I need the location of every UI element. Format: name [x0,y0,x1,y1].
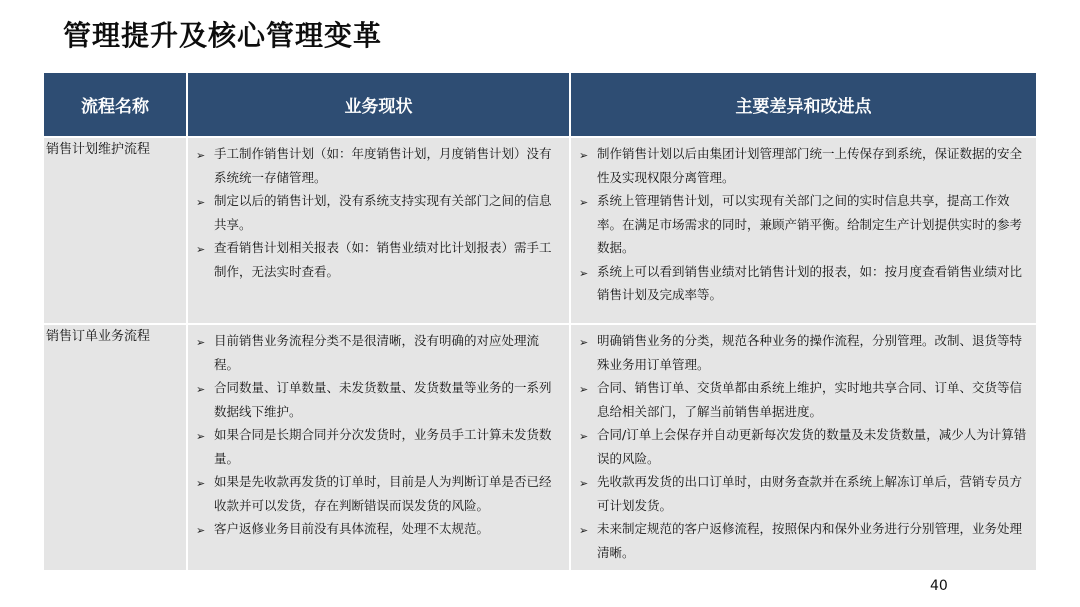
list-item-text: 手工制作销售计划（如：年度销售计划，月度销售计划）没有系统统一存储管理。 [214,146,552,185]
chevron-right-icon: ➢ [196,243,206,256]
list-item-text: 系统上管理销售计划，可以实现有关部门之间的实时信息共享，提高工作效率。在满足市场需求的同时，兼顾产销平衡。给制定生产计划提供实时的参考数据。 [597,193,1023,255]
table-header [44,73,1036,136]
chevron-right-icon: ➢ [579,524,589,537]
list-item-text: 如果是先收款再发货的订单时，目前是人为判断订单是否已经收款并可以发货，存在判断错误而误发货的风险。 [214,474,552,513]
list-item-text: 制定以后的销售计划，没有系统支持实现有关部门之间的信息共享。 [214,193,552,232]
table-row [44,136,1036,323]
list-item-text: 先收款再发货的出口订单时，由财务查款并在系统上解冻订单后，营销专员方可计划发货。 [597,474,1023,513]
chevron-right-icon: ➢ [579,336,589,349]
chevron-right-icon: ➢ [196,196,206,209]
list-item-text: 合同、销售订单、交货单都由系统上维护，实时地共享合同、订单、交货等信息给相关部门，了解当前销售单据进度。 [597,380,1023,419]
list-item [194,376,563,423]
list-item [194,470,563,517]
list-item [194,517,563,541]
improvements-list [577,329,1030,564]
chevron-right-icon: ➢ [579,430,589,443]
list-item-text: 目前销售业务流程分类不是很清晰，没有明确的对应处理流程。 [214,333,540,372]
list-item-text: 系统上可以看到销售业绩对比销售计划的报表，如：按月度查看销售业绩对比销售计划及完成率等。 [597,263,1023,302]
chevron-right-icon: ➢ [196,477,206,490]
list-item [577,142,1030,189]
current-status-cell [188,138,571,323]
chevron-right-icon: ➢ [196,430,206,443]
list-item-text: 合同/订单上会保存并自动更新每次发货的数量及未发货数量，减少人为计算错误的风险。 [597,427,1027,466]
list-item [577,470,1030,517]
list-item [577,517,1030,564]
page-title: 管理提升及核心管理变革 [63,19,383,52]
chevron-right-icon: ➢ [579,196,589,209]
list-item [194,423,563,470]
improvements-list [577,142,1030,307]
chevron-right-icon: ➢ [196,383,206,396]
list-item-text: 如果合同是长期合同并分次发货时，业务员手工计算未发货数量。 [214,427,552,466]
list-item-text: 合同数量、订单数量、未发货数量、发货数量等业务的一系列数据线下维护。 [214,380,552,419]
list-item [577,376,1030,423]
list-item [577,423,1030,470]
process-name: 销售订单业务流程 [44,325,188,570]
list-item [577,189,1030,260]
page-number: 40 [930,578,948,594]
list-item-text: 明确销售业务的分类，规范各种业务的操作流程，分别管理。改制、退货等特殊业务用订单管理。 [597,333,1023,372]
list-item-text: 查看销售计划相关报表（如：销售业绩对比计划报表）需手工制作，无法实时查看。 [214,240,552,279]
header-improvements: 主要差异和改进点 [735,97,872,117]
improvements-cell [571,325,1036,570]
header-current-status: 业务现状 [188,73,571,136]
list-item [194,142,563,189]
chevron-right-icon: ➢ [579,266,589,280]
process-name: 销售计划维护流程 [44,138,188,323]
current-status-list [194,329,563,541]
chevron-right-icon: ➢ [196,149,206,162]
table-row [44,323,1036,570]
list-item [194,329,563,376]
current-status-cell [188,325,571,570]
chevron-right-icon: ➢ [579,149,589,162]
chevron-right-icon: ➢ [579,383,589,396]
list-item-text: 制作销售计划以后由集团计划管理部门统一上传保存到系统，保证数据的安全性及实现权限分离管理。 [597,146,1023,185]
improvements-cell [571,138,1036,323]
chevron-right-icon: ➢ [196,524,206,537]
list-item-text: 客户返修业务目前没有具体流程，处理不太规范。 [214,521,490,536]
list-item [194,236,563,283]
chevron-right-icon: ➢ [196,336,206,349]
current-status-list [194,142,563,283]
list-item [577,329,1030,376]
list-item [577,260,1030,307]
list-item [194,189,563,236]
chevron-right-icon: ➢ [579,477,589,490]
header-process-name: 流程名称 [44,73,188,136]
process-table [44,73,1036,570]
list-item-text: 未来制定规范的客户返修流程，按照保内和保外业务进行分别管理，业务处理清晰。 [597,521,1023,560]
